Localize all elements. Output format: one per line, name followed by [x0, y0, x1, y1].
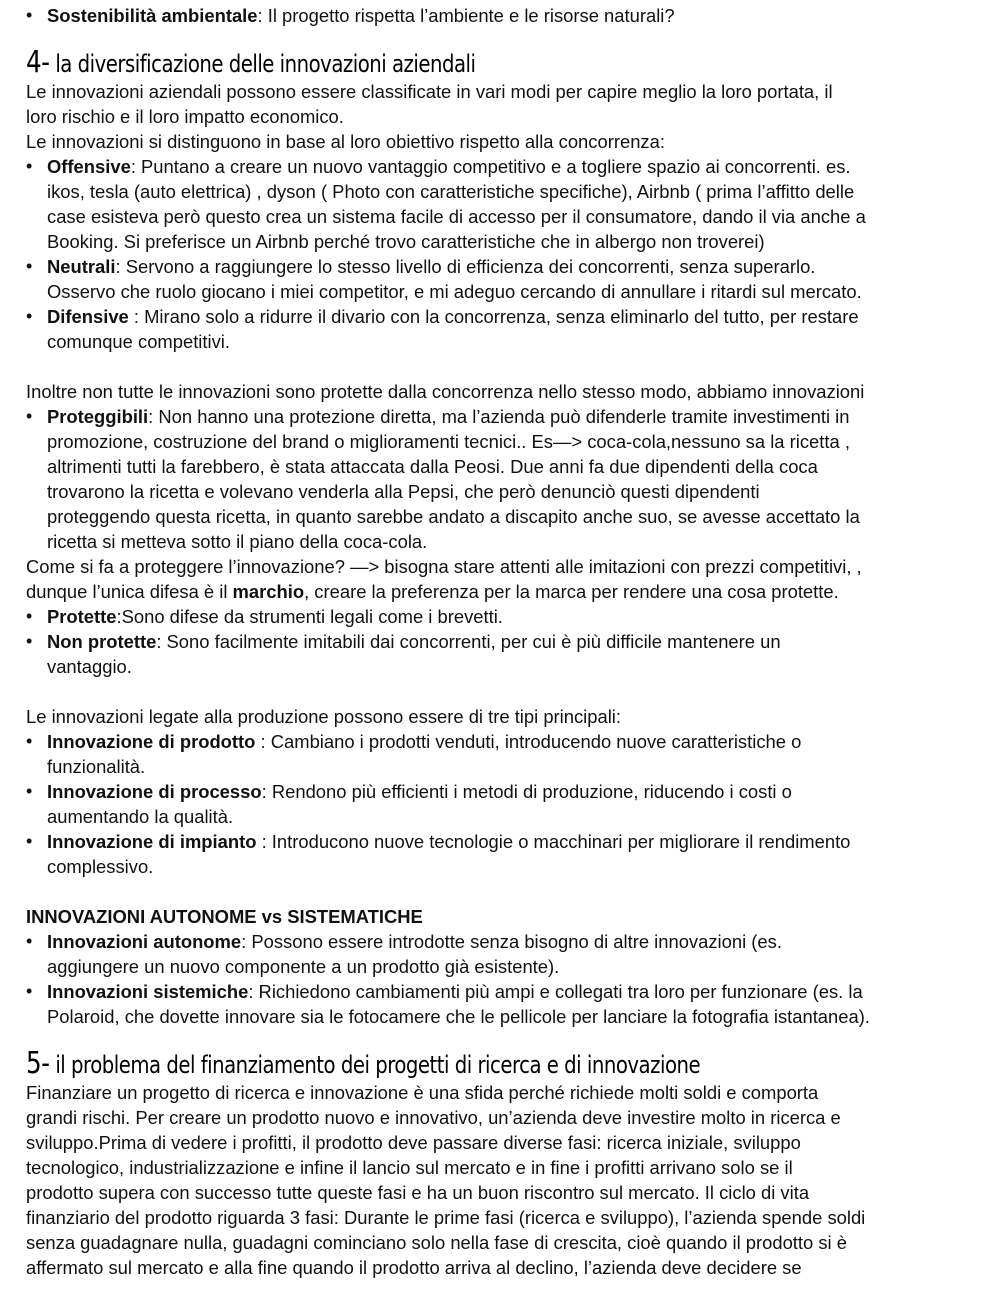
bullet-term: Innovazione di prodotto [47, 731, 256, 752]
bullet-text: : Il progetto rispetta l’ambiente e le risorse naturali? [257, 5, 675, 26]
paragraph-line: dunque l’unica difesa è il marchio, creare la preferenza per la marca per rendere una cosa protette. [26, 581, 839, 602]
bullet-term: Proteggibili [47, 406, 149, 427]
bullet-term: Innovazione di processo [47, 781, 262, 802]
bullet-item [26, 3, 974, 28]
bullet-dot: • [26, 731, 33, 751]
bullet-dot: • [26, 781, 33, 801]
bullet-term: Neutrali [47, 256, 116, 277]
paragraph-line: senza guadagnare nulla, guadagni cominciano solo nella fase di crescita, cioè quando il prodotto si è [26, 1232, 847, 1253]
bullet-dot: • [26, 606, 33, 626]
bullet-dot: • [26, 306, 33, 326]
paragraph-line: Le innovazioni aziendali possono essere classificate in vari modi per capire meglio la loro portata, il [26, 81, 833, 102]
bullet-item-sistemiche: • Innovazioni sistemiche: Richiedono cambiamenti più ampi e collegati tra loro per funzionare (es. la Polaroid, che dovette innovare sia le fotocamere che le pellicole per lanciare la fotografia istantanea). [26, 981, 870, 1027]
bullet-term: Sostenibilità ambientale [47, 5, 258, 26]
bullet-term: Non protette [47, 631, 157, 652]
paragraph-line: Le innovazioni si distinguono in base al loro obiettivo rispetto alla concorrenza: [26, 131, 665, 152]
bullet-item-impianto: • Innovazione di impianto : Introducono nuove tecnologie o macchinari per migliorare il rendimento complessivo. [26, 831, 851, 877]
bullet-dot: • [26, 406, 33, 426]
bullet-dot: • [26, 156, 33, 176]
bullet-term: Difensive [47, 306, 129, 327]
bullet-item-non-protette: • Non protette: Sono facilmente imitabili dai concorrenti, per cui è più difficile mantenere un vantaggio. [26, 631, 781, 677]
bold-term: marchio [232, 581, 305, 602]
bullet-item-neutrali: • Neutrali: Servono a raggiungere lo stesso livello di efficienza dei concorrenti, senza superarlo. Osservo che ruolo giocano i miei competitor, e mi adeguo cercando di annullare i ritardi sul mercato. [26, 256, 862, 302]
bullet-dot: • [26, 931, 33, 951]
bullet-item-processo: • Innovazione di processo: Rendono più efficienti i metodi di produzione, riducendo i costi o aumentando la qualità. [26, 781, 792, 827]
bullet-dot: • [26, 981, 33, 1001]
bullet-item-proteggibili: • Proteggibili: Non hanno una protezione diretta, ma l’azienda può difenderle tramite investimenti in promozione, costruzione del brand o miglioramenti tecnici.. Es—> coca-cola,nessuno sa la ricetta , altrimenti tutti la farebbero, è stata attaccata dalla Peosi. Due anni fa due dipendenti della coca trovarono la ricetta e volevano venderla alla Pepsi, che però denunciò questi dipendenti proteggendo questa ricetta, in quanto sarebbe andato a discapito anche suo, se avesse accettato la ricetta si metteva sotto il piano della coca-cola. [26, 406, 860, 552]
bullet-item-difensive: • Difensive : Mirano solo a ridurre il divario con la concorrenza, senza eliminarlo del tutto, per restare comunque competitivi. [26, 306, 859, 352]
paragraph-line: affermato sul mercato e alla fine quando il prodotto arriva al declino, l’azienda deve decidere se [26, 1257, 802, 1278]
paragraph-line: tecnologico, industrializzazione e infine il lancio sul mercato e in fine i profitti arrivano solo se il [26, 1157, 793, 1178]
bullet-dot: • [26, 831, 33, 851]
bullet-item-prodotto: • Innovazione di prodotto : Cambiano i prodotti venduti, introducendo nuove caratteristiche o funzionalità. [26, 731, 802, 777]
section-4-heading: 4- la diversificazione delle innovazioni aziendali [26, 45, 476, 80]
paragraph-line: Come si fa a proteggere l’innovazione? —> bisogna stare attenti alle imitazioni con prezzi competitivi, , [26, 556, 862, 577]
paragraph-line: Le innovazioni legate alla produzione possono essere di tre tipi principali: [26, 706, 622, 727]
paragraph-line: Finanziare un progetto di ricerca e innovazione è una sfida perché richiede molti soldi e comporta [26, 1082, 819, 1103]
bullet-term: Innovazioni autonome [47, 931, 242, 952]
bullet-item-protette: • Protette:Sono difese da strumenti legali come i brevetti. [26, 606, 503, 627]
bullet-dot: • [26, 256, 33, 276]
bullet-dot: • [26, 5, 33, 25]
bullet-term: Offensive [47, 156, 131, 177]
bullet-term: Innovazioni sistemiche [47, 981, 249, 1002]
bullet-term: Innovazione di impianto [47, 831, 257, 852]
paragraph-line: grandi rischi. Per creare un prodotto nuovo e innovativo, un’azienda deve investire molto in ricerca e [26, 1107, 841, 1128]
paragraph-line: finanziario del prodotto riguarda 3 fasi: Durante le prime fasi (ricerca e sviluppo), l’azienda spende soldi [26, 1207, 866, 1228]
paragraph-line: Inoltre non tutte le innovazioni sono protette dalla concorrenza nello stesso modo, abbiamo innovazioni [26, 381, 865, 402]
bullet-dot: • [26, 631, 33, 651]
section-5-heading: 5- il problema del finanziamento dei progetti di ricerca e di innovazione [26, 1046, 701, 1081]
paragraph-line: sviluppo.Prima di vedere i profitti, il prodotto deve passare diverse fasi: ricerca iniziale, sviluppo [26, 1132, 801, 1153]
subheading: INNOVAZIONI AUTONOME vs SISTEMATICHE [26, 906, 423, 927]
paragraph-line: loro rischio e il loro impatto economico. [26, 106, 344, 127]
bullet-term: Protette [47, 606, 117, 627]
bullet-item-autonome: • Innovazioni autonome: Possono essere introdotte senza bisogno di altre innovazioni (es. aggiungere un nuovo componente a un prodotto già esistente). [26, 931, 782, 977]
paragraph-line: prodotto supera con successo tutte queste fasi e ha un buon riscontro sul mercato. Il ciclo di vita [26, 1182, 810, 1203]
bullet-item-offensive: • Offensive: Puntano a creare un nuovo vantaggio competitivo e a togliere spazio ai concorrenti. es. ikos, tesla (auto elettrica) , dyson ( Photo con caratteristiche specifiche), Airbnb ( prima l’affitto delle case esisteva però questo crea un sistema facile di accesso per il consumatore, dando il via anche a Booking. Si preferisce un Airbnb perché trovo caratteristiche che in albergo non troverei) [26, 156, 866, 252]
